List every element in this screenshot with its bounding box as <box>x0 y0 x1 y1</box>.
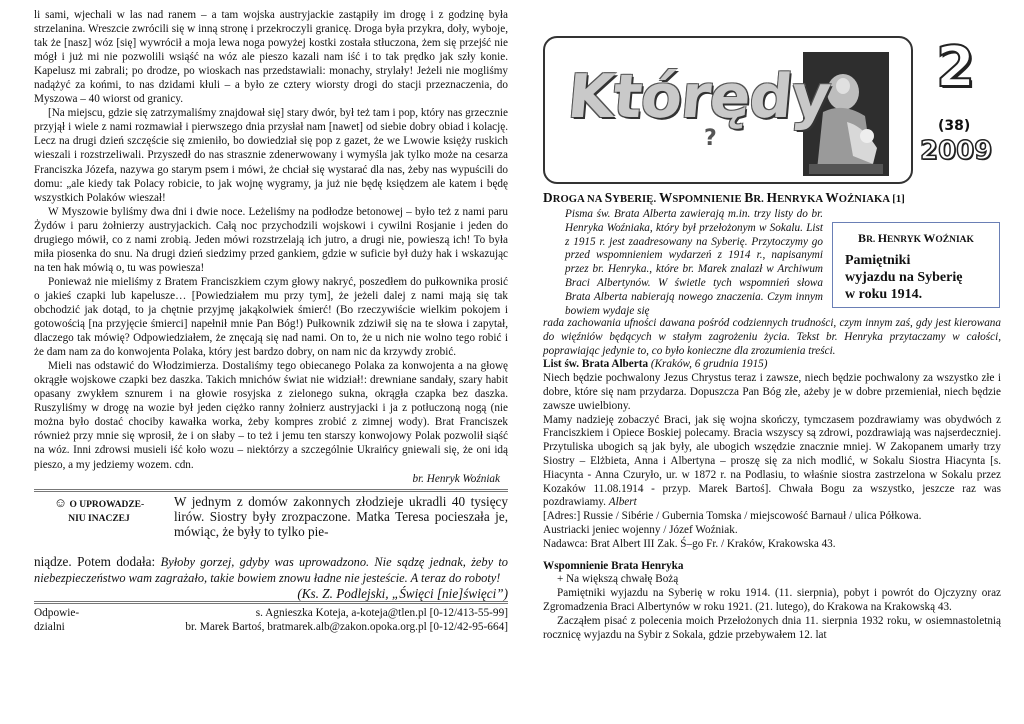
box-author-fragment: R. <box>866 235 878 245</box>
paragraph <box>543 414 1001 511</box>
memoir-heading: Wspomnienie Brata Henryka <box>543 559 684 572</box>
humor-label <box>34 496 164 526</box>
box-title-line: wyjazdu na Syberię <box>845 270 963 285</box>
contact-label <box>34 606 94 634</box>
title-fragment: W <box>825 190 839 205</box>
article-body <box>543 317 1001 642</box>
title-fragment: OŹNIAKA [1] <box>838 194 905 205</box>
title-fragment: H <box>766 190 778 205</box>
box-author-fragment: W <box>923 231 936 245</box>
title-fragment: SPOMNIENIE <box>672 194 745 205</box>
paragraph: Ponieważ nie mieliśmy z Bratem Franciszkiem czym głowy nakryć, poszedłem do pułkownika prosić o jakieś czapki lub kapelusze… [Powiedziałem mu przy tym], że jeżeli dalej z nami mają się tak obchodzić jak dotąd, to ja chętnie przyjmę jakąkolwiek śmierć! (Bo rzeczywiście wielkim pokojem i gotowością [na przyjęcie śmierci] napełnił mnie Pan Bóg!) Pułkownik zdziwił się na te słowa i zapytał, dlaczego tak mówię? Odpowiedziałem, że znęcają się nad nami. On to, że u nich nie wolno tego robić i że dam nam za do konwojenta Polaka, który jest bardzo dobry, on nam nic da krzywdy zrobić. <box>34 275 508 359</box>
address-line: Nadawca: Brat Albert III Zak. Ś–go Fr. / Kraków, Krakowska 43. <box>543 537 836 550</box>
issue-year: 2009 <box>920 136 993 166</box>
article-intro: Pisma św. Brata Alberta zawierają m.in. trzy listy do br. Henryka Woźniaka, który był przełożonym w Sokalu. List z 1915 r. jest zaadresowany na Syberię. Przytoczymy go przed wspomnieniem wydarzeń z 1914 r., napisanymi przez br. Henryka., które br. Marek znalazł w Archiwum Braci Albertynów. W świetle tych wspomnień słowa Brata Alberta nabierają nowego znaczenia. Czym innym bowiem wydaje się <box>565 208 823 317</box>
contact-label-line2: dzialni <box>34 620 65 633</box>
smiley-icon: ☺ <box>53 494 68 510</box>
humor-continuation <box>34 553 508 601</box>
contact-line: br. Marek Bartoś, bratmarek.alb@zakon.opoka.org.pl [0-12/42-95-664] <box>185 620 508 633</box>
paragraph-text: Mamy nadzieję zobaczyć Braci, jak się wojna skończy, tymczasem pozdrawiamy was obydwóch z Franciszkiem i Opiece Boskiej polecamy. Bracia wszyscy są zdrowi, pozdrawiają was najserdeczniej. Przytuliska ubogich są jak były, ale ubogich wszędzie znacznie mniej. W Zakopanem umarły trzy Siostry – Elżbieta, Anna i Albertyna – proszę się za nich modlić, w Sokalu Siostra Hiacynta [s. Hiacynta - Anna Czuryło, ur. w 1872 r. na Podlasiu, to właśnie siostra zastrzelona w Sokalu przez Kozaków 11.08.1914 - przyp. Marek Bartoś]. Chwała Bogu za wszystko, jeszcze raz was pozdrawiamy. <box>543 413 1001 509</box>
humor-label-line1: O UPROWADZE- <box>69 499 145 510</box>
title-fragment: S <box>604 190 613 205</box>
left-column <box>34 8 508 634</box>
address-line: Austriacki jeniec wojenny / Józef Woźniak. <box>543 523 738 536</box>
paragraph: [Na miejscu, gdzie się zatrzymaliśmy znajdował się] stary dwór, był też tam i pop, który nas grzecznie przyjął i wiele z nami rozmawiał i pierwszego dnia przysłał nam [nawet] od siebie dobry obiad i kolację. Lecz na drugi dzień szczęście się zmieniło, bo dowiedział się pop z gazet, że we Lwowie księży ruskich wieszali i rozstrzeliwali. Przyszedł do nas strasznie zdenerwowany i wymyśla jak tylko może na cesarza Franciszka Józefa, nazywa go starym psem i mówi, że chciał się wystarać dla nas, żeby nas wypuścili do domu: „ale kiedy tak Polacy robicie, to jak wojnę wygramy, ja już nie będę księdzem ale katem i będę wszystkich Polaków wieszał! <box>34 107 508 204</box>
divider <box>34 601 508 604</box>
humor-source: (Ks. Z. Podlejski, „Święci [nie]święci”) <box>297 585 508 601</box>
box-author <box>833 231 999 246</box>
logo-question-mark: ? <box>704 126 717 151</box>
title-fragment: R. <box>753 194 767 205</box>
article-title <box>543 190 1003 206</box>
box-author-fragment: OŹNIAK <box>935 235 974 245</box>
letter-heading <box>543 358 1001 372</box>
humor-cont-italic: Byłoby gorzej, gdyby was uprowadzono. Nie sądzę jednak, żeby to niebezpieczeństwo wam zagrażało, takie bowiem znowu ładne nie jesteście. A teraz do roboty! <box>34 554 508 585</box>
title-fragment: W <box>658 190 673 205</box>
humor-label-line2: NIU INACZEJ <box>68 513 130 524</box>
paragraph: Mieli nas odstawić do Włodzimierza. Dostaliśmy tego obiecanego Polaka za konwojenta a na głowę okrągłe wojskowe czapki bez daszka. Takich mnichów świat nie widział!: drewniane sandały, szary habit opasany zwykłem sznurem i na głowie rosyjska z zielonego sukna, okrągła czapka bez daszka. Ruszyliśmy w drogę na wozie był jeden ciężko ranny żołnierz austryjacki i ja z potłuczoną nogą (nie można było dostać chociby kawałka worka, żeby kompres zrobić z zimnej wody). Brat Franciszek również przy mnie się wprosił, że i on słaby – to też i jemu ten starszy konwojowy Polak pozwolił siąść na wóz. Inni zdrowsi musieli iść koło wozu – niektórzy a szczególnie Ukraińcy gniewali się, że oni idą pieszo, a my jedziemy wozem. cdn. <box>34 360 508 471</box>
author-signature: br. Henryk Woźniak <box>412 472 500 485</box>
box-title-line: w roku 1914. <box>845 287 923 302</box>
issue-total: (38) <box>938 118 971 134</box>
paragraph: Zacząłem pisać z polecenia moich Przełożonych dnia 11. sierpnia 1932 roku, w osiemnastoletnią rocznicę wyjazdu na Sybir z Sokala, gdzie przebywałem 12. lat <box>543 614 1001 641</box>
humor-box <box>34 494 508 554</box>
address-line: [Adres:] Russie / Sibérie / Gubernia Tomska / miejscowość Barnauł / ulica Półkowa. <box>543 510 922 523</box>
magazine-logo: Którędy <box>564 62 833 132</box>
paragraph: W Myszowie byliśmy dwa dni i dwie noce. Leżeliśmy na podłodze betonowej – było też z nami paru Żydów i paru żołnierzy austryjackich. Całą noc przychodzili wojskowi i cywilni Rosjanie i jeden do drugiego mówił, co z nami zrobią. Jeden mówi rozstrzelają ich jutro, a drugi nie, powieszą ich! To była miła piosenka do snu. Na drugi dzień siedzimy przed gankiem, gdzie w suficie był duży hak i wskazując na ten hak mówią o, tu was powiesza! <box>34 205 508 274</box>
humor-cont-plain: niądze. Potem dodała: <box>34 553 161 569</box>
box-author-fragment: ENRYK <box>887 235 924 245</box>
paragraph: li sami, wjechali w las nad ranem – a tam wojska austryjackie zastąpiły im drogę i z godzinę była strzelanina. Wreszcie zwrócili się w inną stronę i przekroczyli granicę. Droga była przykra, doły, wyboje, tak że [nasz] wóz [się] wywrócił a moja lewa noga powyżej kostki została stłuczona, żem się przejść nie mógł i już mi nie pozwolili wsiąść na wóz ale pieszo kazali nam iść i to tak prędko jak szły konie. Kapelusz mi zabrali; po drodze, po wioskach nas przedstawiali: monachy, strylały! Jeżeli nie mogliśmy nadążyć za końmi, to nas dzidami kłuli – a było ze cztery wiorsty drogi do stacji przeznaczenia, do Myszowa – 40 wiorst od granicy. <box>34 9 508 106</box>
humor-text: W jednym z domów zakonnych złodzieje ukradli 40 tysięcy lirów. Siostry były zrozpaczone. Matka Teresa pocieszała je, mówiąc, że były to tylko pie- <box>174 493 508 539</box>
author-box <box>832 222 1000 308</box>
title-fragment: B <box>744 190 754 205</box>
paragraph: Pamiętniki wyjazdu na Syberię w roku 1914. (11. sierpnia), pobyt i powrót do Ojczyzny oraz Zgromadzenia Braci Albertynów w roku 1921. (21. lutego), do Krakowa na Krakowską 43. <box>543 587 1001 613</box>
paragraph: Niech będzie pochwalony Jezus Chrystus teraz i zawsze, niech będzie pochwalony za wszystko złe i dobre, które się nam przydarza. Dopuszcza Pan Bóg złe, ażeby je w dobre przemieniał, niech będzie zawsze uwielbiony. <box>543 372 1001 412</box>
letter-heading-text: List św. Brata Alberta <box>543 358 649 371</box>
title-fragment: ROGA NA <box>552 194 605 205</box>
letter-signature: Albert <box>608 496 637 509</box>
title-fragment: D <box>543 190 553 205</box>
paragraph: + Na większą chwałę Bożą <box>557 573 679 586</box>
box-title <box>845 252 999 303</box>
issue-number: 2 <box>936 35 975 100</box>
letter-place: (Kraków, 6 grudnia 1915) <box>648 358 768 371</box>
box-author-fragment: B <box>858 231 867 245</box>
contact-label-line1: Odpowie- <box>34 606 80 619</box>
divider <box>34 489 508 492</box>
box-title-line: Pamiętniki <box>845 253 911 268</box>
title-fragment: ENRYKA <box>777 194 826 205</box>
contact-block <box>34 606 508 634</box>
contact-line: s. Agnieszka Koteja, a-koteja@tlen.pl [0-12/413-55-99] <box>255 606 508 619</box>
box-author-fragment: H <box>877 231 888 245</box>
contact-values <box>94 606 508 634</box>
intro-continued: rada zachowania ufności dawana pośród codziennych trudności, czym innym zaś, gdy jest kierowana do więźniów będących w stałym zagrożeniu życia. Tekst br. Henryka przytaczamy w całości, poprawiając jedynie to, co było konieczne dla zrozumienia treści. <box>543 317 1001 357</box>
title-fragment: YBERIĘ. <box>612 194 659 205</box>
